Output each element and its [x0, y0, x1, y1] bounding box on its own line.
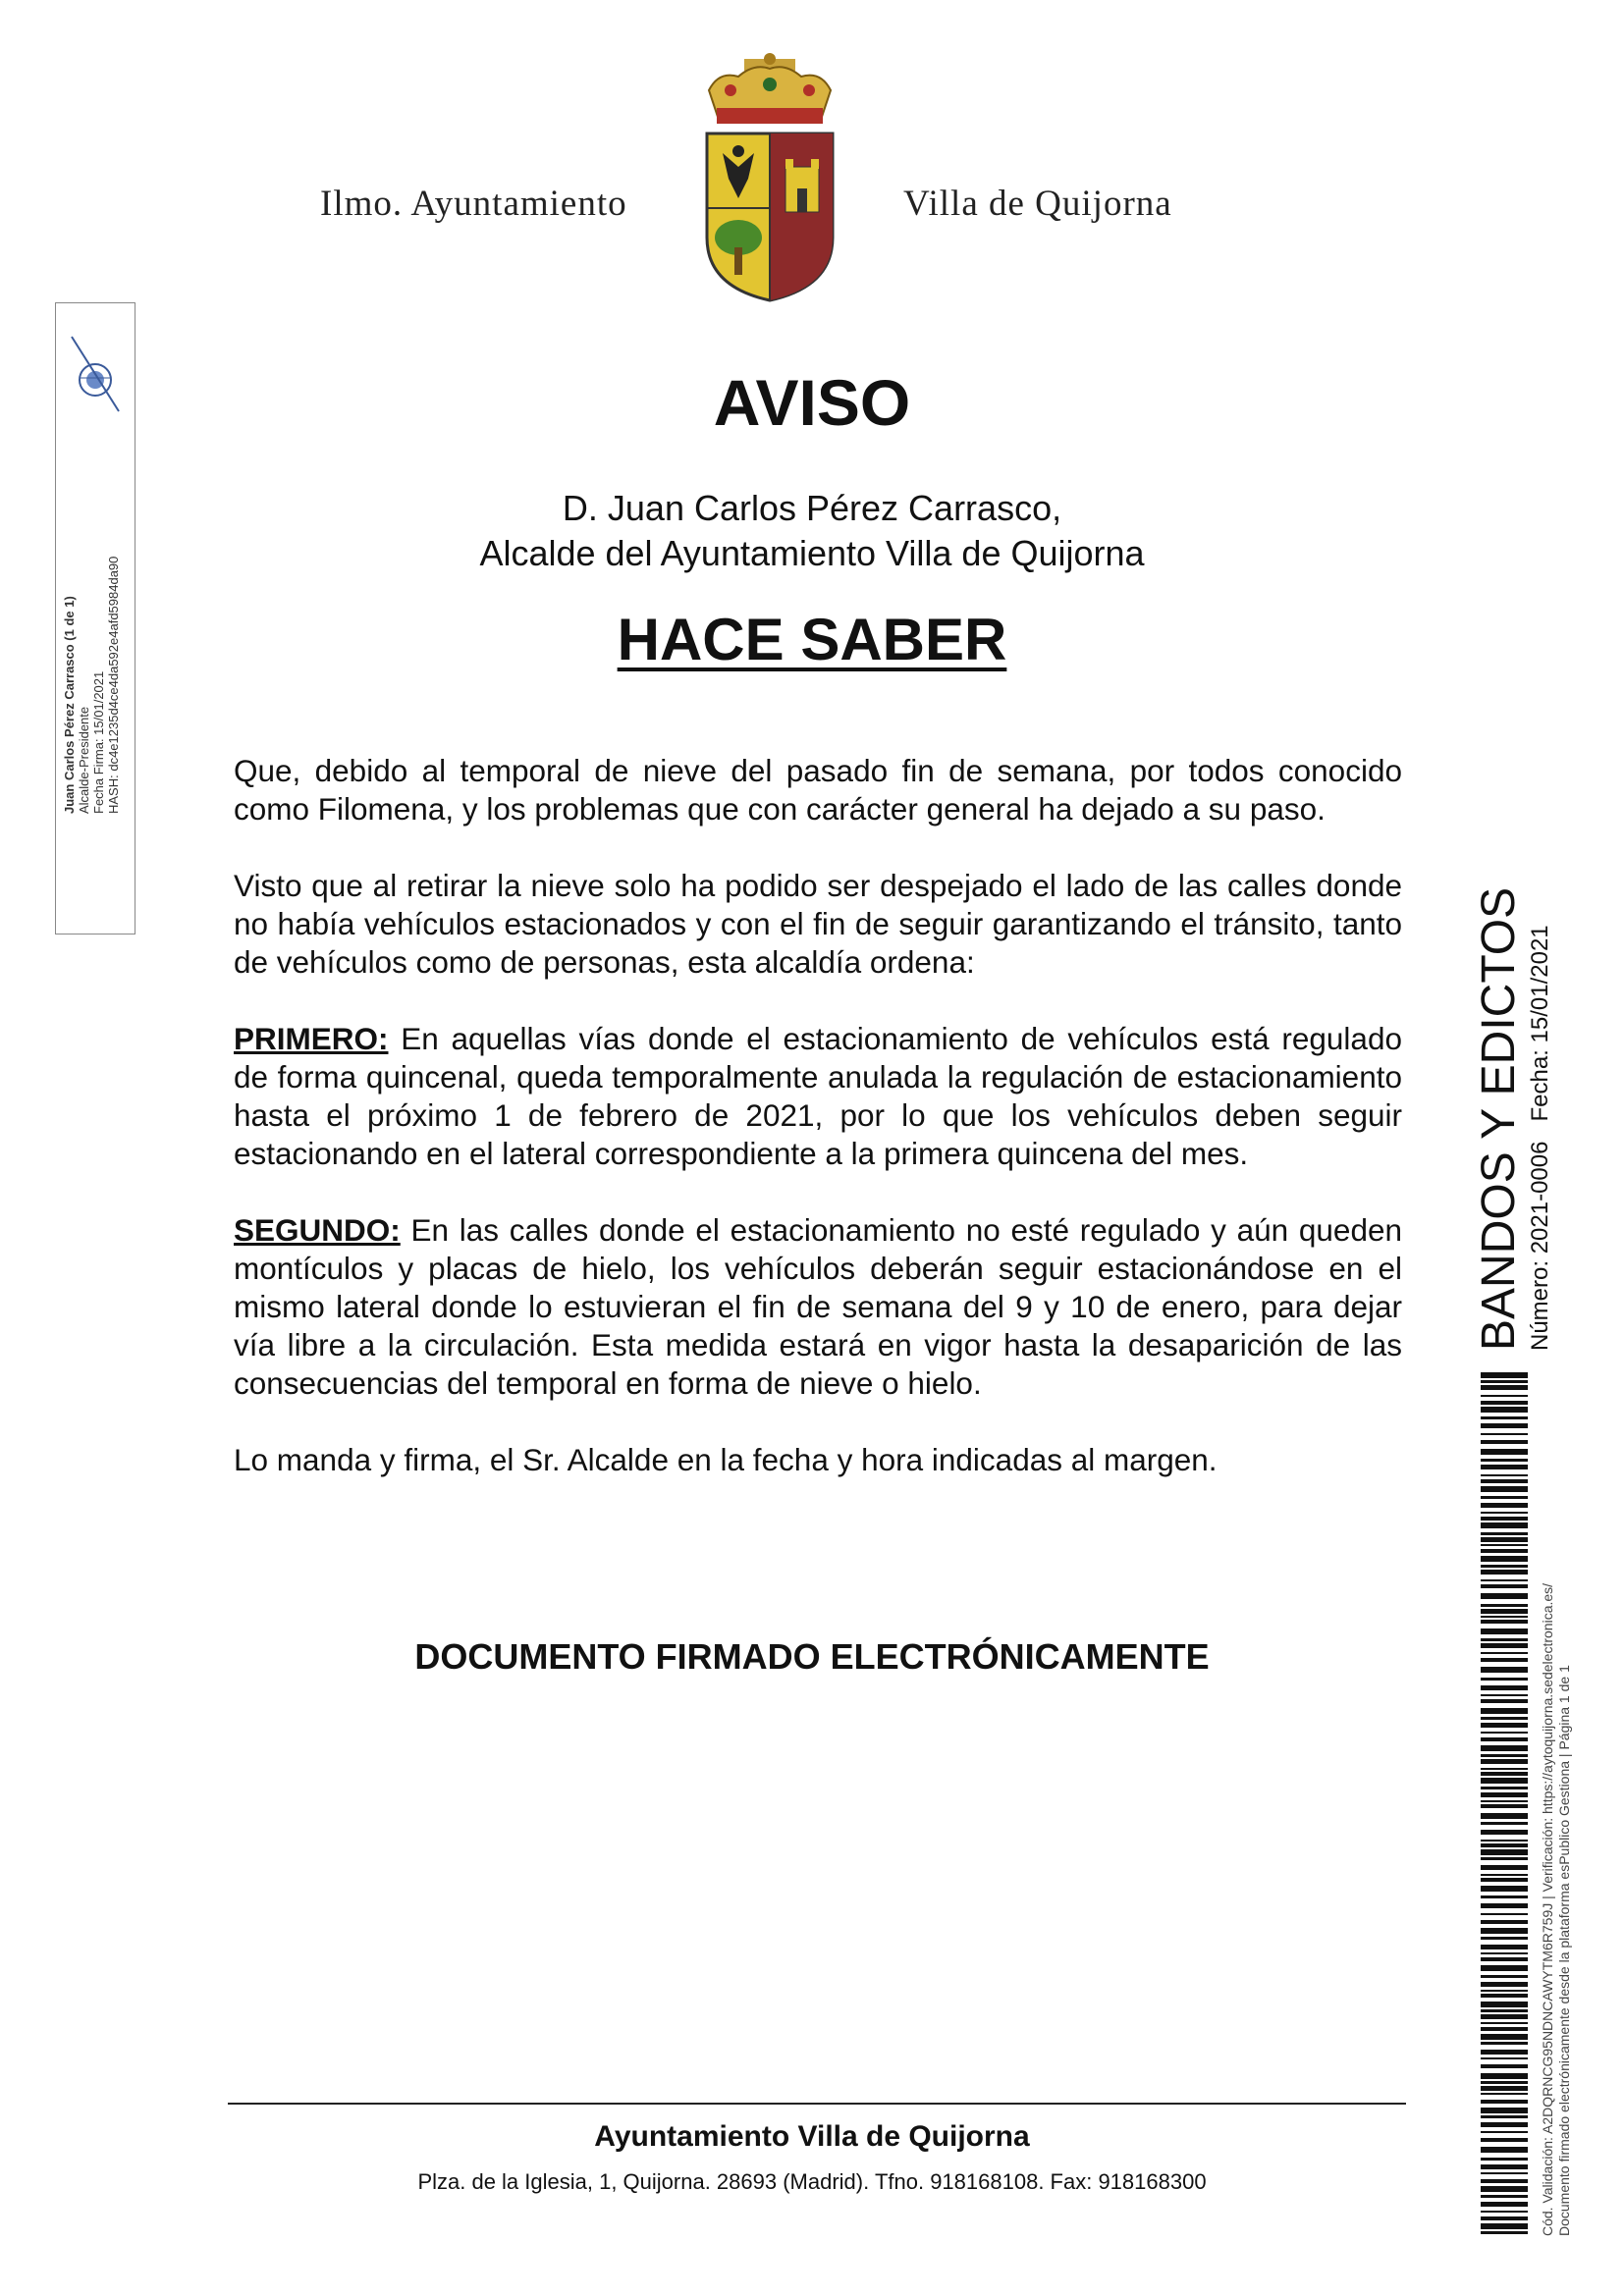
barcode-bar — [1481, 1857, 1528, 1860]
barcode-bar — [1481, 1522, 1528, 1528]
signature-hash: HASH: dc4e1235d4ce4da592e4afd5984da90 — [106, 556, 121, 814]
barcode-bar — [1481, 1593, 1528, 1599]
barcode-bar — [1481, 1994, 1528, 1998]
barcode-bar — [1481, 1708, 1528, 1714]
barcode-bar — [1481, 1658, 1528, 1662]
barcode-bar — [1481, 1616, 1528, 1618]
barcode-bar — [1481, 1903, 1528, 1908]
barcode-bar — [1481, 1737, 1528, 1741]
barcode-bar — [1481, 1440, 1528, 1444]
barcode-bar — [1481, 1433, 1528, 1435]
paragraph-closing: Lo manda y firma, el Sr. Alcalde en la fecha y hora indicadas al margen. — [234, 1442, 1218, 1477]
barcode-bar — [1481, 1474, 1528, 1476]
barcode-bar — [1481, 2115, 1528, 2118]
barcode-bar — [1481, 2042, 1528, 2045]
registry-number: Número: 2021-0006 — [1527, 1141, 1553, 1351]
mayor-name: D. Juan Carlos Pérez Carrasco, — [562, 488, 1062, 528]
barcode-bar — [1481, 1643, 1528, 1648]
barcode-bar — [1481, 2073, 1528, 2079]
barcode-bar — [1481, 1822, 1528, 1825]
barcode-bar — [1481, 2100, 1528, 2104]
verification-code: Cód. Validación: A2DQRNCG95NDNCAWYTM6R759J | Verificación: https://aytoquijorna.sedelectronica.es/ — [1540, 1582, 1555, 2236]
header-right-title: Villa de Quijorna — [903, 184, 1172, 224]
barcode-bar — [1481, 1537, 1528, 1542]
barcode-bar — [1481, 1800, 1528, 1802]
barcode-bar — [1481, 1496, 1528, 1499]
barcode-bar — [1481, 1792, 1528, 1797]
primero-text: En aquellas vías donde el estacionamiento de vehículos está regulado de forma quincenal, queda temporalmente anulada la regulación de estacionamiento hasta el próximo 1 de febrero de 2021, por lo que los vehículos deben seguir estacionando en el lateral correspondiente a la primera quincena del mes. — [234, 1021, 1402, 1171]
barcode-bar — [1481, 2014, 1528, 2019]
barcode-bar — [1481, 1732, 1528, 1734]
barcode-bar — [1481, 1629, 1528, 1634]
barcode-bar — [1481, 1584, 1528, 1588]
barcode-bar — [1481, 1849, 1528, 1855]
barcode-bar — [1481, 1459, 1528, 1462]
barcode-bar — [1481, 1652, 1528, 1654]
barcode-bar — [1481, 1423, 1528, 1428]
barcode-bar — [1481, 1416, 1528, 1419]
barcode-bar — [1481, 1787, 1528, 1789]
document-body — [234, 752, 1402, 1518]
barcode-bar — [1481, 1759, 1528, 1764]
page-subtitle: HACE SABER — [617, 607, 1007, 672]
barcode-bar — [1481, 1486, 1528, 1492]
barcode-bar — [1481, 2172, 1528, 2174]
barcode-bar — [1481, 1937, 1528, 1940]
barcode-bar — [1481, 2022, 1528, 2024]
registry-date: Fecha: 15/01/2021 — [1527, 925, 1553, 1122]
barcode-bar — [1481, 1768, 1528, 1770]
barcode-bar — [1481, 1512, 1528, 1514]
barcode-bar — [1481, 2231, 1528, 2234]
barcode-bar — [1481, 1620, 1528, 1624]
page-title: AVISO — [713, 366, 911, 439]
barcode-bar — [1481, 1982, 1528, 1987]
registry-line — [1526, 899, 1555, 1351]
barcode-bar — [1481, 1517, 1528, 1521]
barcode-bar — [1481, 1667, 1528, 1673]
signed-notice: DOCUMENTO FIRMADO ELECTRÓNICAMENTE — [414, 1636, 1210, 1677]
barcode-bar — [1481, 1945, 1528, 1949]
segundo-text: En las calles donde el estacionamiento no esté regulado y aún queden montículos y placas de hielo, los vehículos deberán seguir estacionándose en el mismo lateral donde lo estuvieran el fin de semana del 9 y 10 de enero, para dejar vía libre a la circulación. Esta medida estará en vigor hasta la desaparición de las consecuencias del temporal en forma de nieve o hielo. — [234, 1212, 1402, 1401]
barcode-bar — [1481, 1579, 1528, 1581]
footer-name: Ayuntamiento Villa de Quijorna — [594, 2120, 1030, 2153]
barcode-bar — [1481, 2122, 1528, 2127]
barcode-bar — [1481, 2138, 1528, 2142]
barcode-bar — [1481, 1745, 1528, 1751]
barcode-bar — [1481, 1878, 1528, 1882]
barcode-bar — [1481, 1772, 1528, 1776]
verification-text — [1540, 1441, 1593, 2236]
barcode-icon — [1481, 1372, 1528, 2236]
registry-stamp — [1473, 886, 1581, 1351]
barcode-bar — [1481, 2064, 1528, 2068]
barcode-bar — [1481, 2131, 1528, 2133]
verification-stamp — [1540, 1441, 1593, 2236]
barcode-bar — [1481, 1449, 1528, 1455]
barcode-bar — [1481, 1380, 1528, 1383]
barcode-bar — [1481, 2158, 1528, 2161]
barcode-bar — [1481, 1465, 1528, 1469]
paragraph-segundo — [234, 1211, 1402, 1403]
barcode-bar — [1481, 1532, 1528, 1535]
barcode-bar — [1481, 1843, 1528, 1847]
barcode-bar — [1481, 1609, 1528, 1614]
barcode-bar — [1481, 1372, 1528, 1378]
barcode-bar — [1481, 1920, 1528, 1924]
barcode-bar — [1481, 1685, 1528, 1690]
barcode-bar — [1481, 1694, 1528, 1696]
barcode-bar — [1481, 1990, 1528, 1992]
barcode-bar — [1481, 1754, 1528, 1757]
barcode-bar — [1481, 2147, 1528, 2153]
barcode-bar — [1481, 1699, 1528, 1703]
barcode-bar — [1481, 2211, 1528, 2213]
barcode-bar — [1481, 1965, 1528, 1971]
barcode-bar — [1481, 2027, 1528, 2031]
registry-title: BANDOS Y EDICTOS — [1473, 886, 1525, 1351]
barcode-bar — [1481, 2081, 1528, 2084]
barcode-bar — [1481, 1840, 1528, 1842]
barcode-bar — [1481, 2164, 1528, 2169]
barcode-bar — [1481, 1385, 1528, 1390]
barcode-bar — [1481, 2057, 1528, 2059]
barcode-bar — [1481, 1896, 1528, 1898]
barcode-bar — [1481, 2050, 1528, 2055]
mayor-role: Alcalde del Ayuntamiento Villa de Quijorna — [479, 533, 1145, 573]
paragraph-visto: Visto que al retirar la nieve solo ha podido ser despejado el lado de las calles donde no había vehículos estacionados y con el fin de seguir garantizando el tránsito, tanto de vehículos como de personas, esta alcaldía ordena: — [234, 868, 1402, 980]
barcode-bar — [1481, 2093, 1528, 2095]
barcode-bar — [1481, 2179, 1528, 2183]
barcode-bar — [1481, 1886, 1528, 1892]
barcode-bar — [1481, 1604, 1528, 1607]
barcode-bar — [1481, 1874, 1528, 1876]
barcode-bar — [1481, 2086, 1528, 2091]
signature-date: Fecha Firma: 15/01/2021 — [91, 670, 106, 814]
barcode-bar — [1481, 1565, 1528, 1568]
barcode-bar — [1481, 2195, 1528, 2198]
barcode-bar — [1481, 2216, 1528, 2220]
barcode-bar — [1481, 1813, 1528, 1819]
barcode-bar — [1481, 1723, 1528, 1728]
signature-seal-icon — [62, 317, 129, 415]
barcode-bar — [1481, 1544, 1528, 1546]
barcode-bar — [1481, 1638, 1528, 1641]
coat-of-arms-icon — [699, 51, 840, 302]
barcode-bar — [1481, 1549, 1528, 1553]
barcode-bar — [1481, 1479, 1528, 1483]
paragraph-intro: Que, debido al temporal de nieve del pasado fin de semana, por todos conocido como Filomena, y los problemas que con carácter general ha dejado a su paso. — [234, 753, 1402, 827]
barcode-bar — [1481, 2108, 1528, 2113]
footer-address: Plza. de la Iglesia, 1, Quijorna. 28693 (Madrid). Tfno. 918168108. Fax: 918168300 — [417, 2169, 1207, 2194]
registry-stamp-text — [1473, 886, 1581, 1351]
barcode-bar — [1481, 1401, 1528, 1405]
barcode-bar — [1481, 1913, 1528, 1915]
barcode-bar — [1481, 2002, 1528, 2007]
barcode-bar — [1481, 1804, 1528, 1808]
barcode-bar — [1481, 1975, 1528, 1978]
footer-divider — [228, 2103, 1406, 2105]
barcode-bar — [1481, 2186, 1528, 2192]
barcode-bar — [1481, 1503, 1528, 1508]
barcode-bar — [1481, 2009, 1528, 2012]
barcode-bar — [1481, 1717, 1528, 1720]
barcode-bar — [1481, 2202, 1528, 2207]
barcode-bar — [1481, 1778, 1528, 1784]
primero-label: PRIMERO: — [234, 1021, 389, 1056]
barcode-bar — [1481, 1407, 1528, 1413]
signature-stamp — [55, 302, 135, 934]
signer-role: Alcalde-Presidente — [77, 706, 91, 814]
paragraph-primero — [234, 1020, 1402, 1173]
barcode-bar — [1481, 1865, 1528, 1870]
barcode-bar — [1481, 1957, 1528, 1961]
barcode-bar — [1481, 1830, 1528, 1835]
barcode-bar — [1481, 1678, 1528, 1681]
segundo-label: SEGUNDO: — [234, 1212, 401, 1248]
barcode-bar — [1481, 2223, 1528, 2229]
barcode-bar — [1481, 2034, 1528, 2040]
barcode-bar — [1481, 1952, 1528, 1954]
verification-platform: Documento firmado electrónicamente desde la plataforma esPublico Gestiona | Página 1 de 1 — [1556, 1665, 1572, 2236]
barcode-bar — [1481, 1570, 1528, 1575]
header-left-title: Ilmo. Ayuntamiento — [320, 184, 627, 224]
mayor-block — [0, 486, 1624, 576]
barcode-bar — [1481, 1928, 1528, 1934]
barcode-bar — [1481, 1556, 1528, 1562]
barcode-bar — [1481, 1395, 1528, 1397]
signer-name: Juan Carlos Pérez Carrasco (1 de 1) — [62, 596, 77, 814]
